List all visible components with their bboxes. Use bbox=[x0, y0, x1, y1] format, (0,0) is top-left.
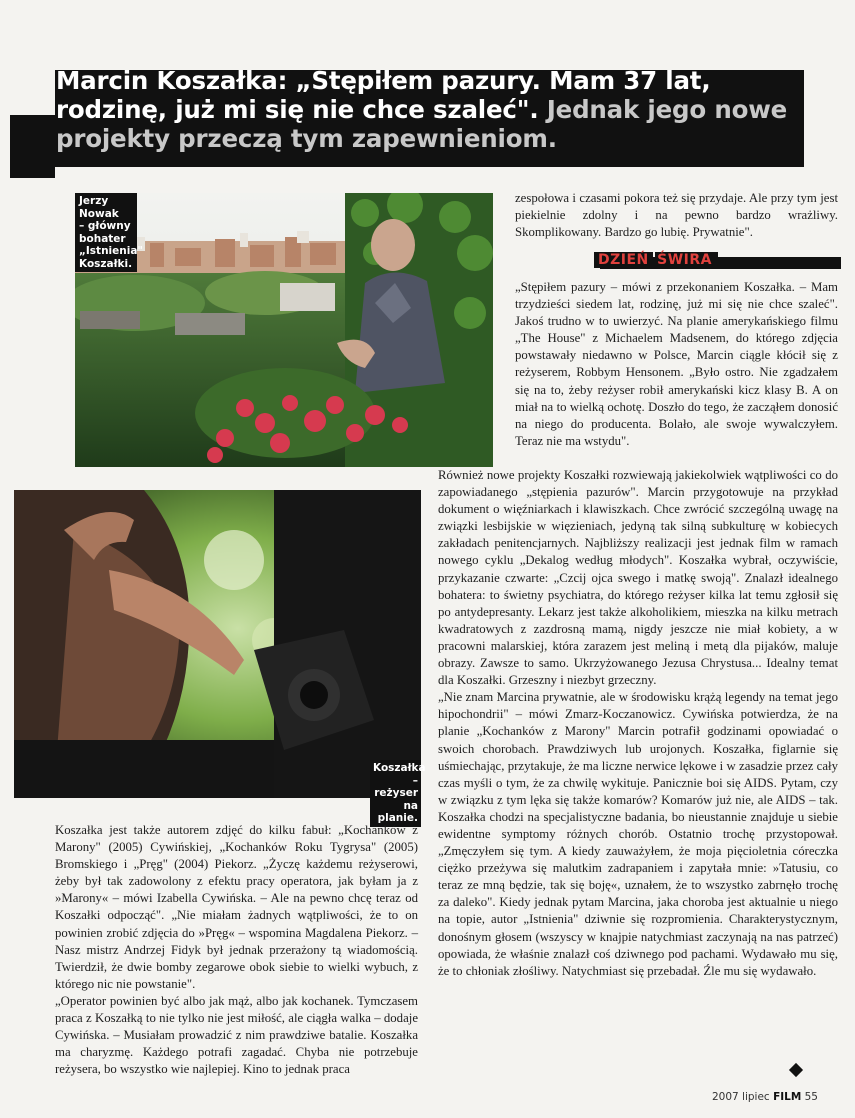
headline-main: Marcin Koszałka: „Stępiłem pazury. Mam 37 lat, rodzinę, już mi się nie chce szaleć". bbox=[56, 66, 711, 124]
article-headline bbox=[56, 66, 808, 153]
page-footer bbox=[712, 1091, 818, 1103]
body-column-left-bottom bbox=[55, 822, 418, 1078]
paragraph: „Nie znam Marcina prywatnie, ale w środowisku krążą legendy na temat jego hipochondrii" – mówi Zmarz-Koczanowicz. Cywińska potwierdza, że na planie „Kochanków z Marony" Marcin potrafił godzinami opowiadać o swoich chorobach. Prawdziwych lub urojonych. Koszałka, figlarnie się uśmiechając, przytakuje, że ma liczne nerwice lękowe i w zasadzie przez cały czas myśli o tym, że za chwilę wykituje. Panicznie boi się AIDS. Pytam, czy w związku z tym lęka się także komarów? Komarów już nie, ale AIDS – tak. Koszałka chodzi na specjalistyczne badania, bo nieustannie znajduje u siebie ewidentne symptomy różnych chorób. Ostatnio trochę przystopował. „Zmęczyłem się tym. A kiedy zauważyłem, że moja pięcioletnia córeczka ciężko przeżywa się malutkim zadrapaniem i zapytała mnie: »Tatusiu, co teraz ze mną będzie, tak się boję«, uznałem, że to wszystko zabrnęło trochę za daleko". Kiedy jednak pytam Marcina, jaka choroba jest aktualnie u niego na topie, autor „Istnienia" dziwnie się rozpromienia. Charakterystycznym, donośnym głosem (wszyscy w knajpie natychmiast zaczynają na nas patrzeć) opowiada, że właśnie znalazł coś dziwnego pod pachami. Wydawało mu się, że to chłoniak złośliwy. Natychmiast się przebadał. Źle mu się wydawało. bbox=[438, 690, 838, 978]
section-tag bbox=[594, 252, 718, 268]
paragraph: Również nowe projekty Koszałki rozwiewają jakiekolwiek wątpliwości co do zapowiadanego „stępienia pazurów". Marcin przygotowuje na przykład dokument o więźniarkach i klawiszkach. Chce zwrócić szczególną uwagę na związki lesbijskie w więzieniach, jedyną tak silną subkulturę w kobiecych zakładach penitencjarnych. Najbliższy realizacji jest jednak film w ramach nowego cyklu „Dekalog według młodych". Koszałka wybrał, oczywiście, przykazanie czwarte: „Czcij ojca swego i matkę swoją". Znalazł idealnego bohatera: to świetny psychiatra, do którego reżyser kilka lat temu zgłosił się po antydepresanty. Lekarz jest także alkoholikiem, mieszka na kilku metrach kwadratowych z zazdrosną mamą, nigdy jeszcze nie miał kobiety, a w pracowni malarskiej, która zarazem jest meliną i metą dla pijaków, maluje obrazy. Zawsze to samo. Ukrzyżowanego Jezusa Chrystusa... Idealny temat dla Koszałki. Grzeszny i niezbyt grzeczny. bbox=[438, 468, 838, 688]
photo-jerzy-nowak bbox=[75, 193, 493, 467]
article-end-icon bbox=[789, 1063, 803, 1077]
paragraph: zespołowa i czasami pokora też się przydaje. Ale przy tym jest piekielnie zdolny i na pewno bardzo wrażliwy. Skomplikowany. Bardzo go lubię. Prywatnie". bbox=[515, 191, 838, 240]
section-tag-word-2: ŚWIRA bbox=[655, 252, 718, 268]
paragraph: Koszałka jest także autorem zdjęć do kilku fabuł: „Kochanków z Marony" (2005) Cywińskiej, „Kochanków Roku Tygrysa" (2005) Bromskiego i „Pręg" (2004) Piekorz. „Życzę każdemu reżyserowi, żeby był tak zadowolony z efektu pracy operatora, jak byłam ja z »Marony« – mówi Izabella Cywińska. – Ale na pewno chcę teraz od Koszałki odpocząć". „Nie miałam żadnych wątpliwości, że to on powinien zrobić zdjęcia do »Pręg« – wspomina Magdalena Piekorz. – Nasz mistrz Andrzej Fidyk był jednak przerażony tą wiadomością. Twierdził, że dwie bomby zegarowe obok siebie to wielki wybuch, z którego nic nie powstanie". bbox=[55, 823, 418, 991]
paragraph: „Operator powinien być albo jak mąż, albo jak kochanek. Tymczasem praca z Koszałką to nie tylko nie jest miłość, ale ciągła walka – dodaje Cywińska. – Musiałam prowadzić z nim prawdziwe batalie. Koszałka ma charyzmę. Każdego potrafi zagadać. Chyba nie potrzebuje reżysera, bo wszystko wie najlepiej. Kino to jednak praca bbox=[55, 993, 418, 1077]
section-tag-word-1: DZIEŃ bbox=[594, 252, 653, 268]
footer-date: 2007 lipiec bbox=[712, 1091, 770, 1103]
headline-secondary: Jednak jego nowe projekty przeczą tym zapewnieniom. bbox=[56, 95, 788, 153]
body-column-right-bottom bbox=[438, 467, 838, 980]
page-number: 55 bbox=[804, 1091, 818, 1103]
paragraph: „Stępiłem pazury – mówi z przekonaniem Koszałka. – Mam trzydzieści siedem lat, rodzinę, już mi się nie chce szaleć". Jakoś trudno w to uwierzyć. Na planie amerykańskiego filmu „The House" z Michaelem Madsenem, do którego zdjęcia powstawały niedawno w Polsce, Marcin ciągle kłócił się z reżyserem, Robbym Hensonem. „Było ostro. Nie zgadzałem się na to, żeby reżyser robił amerykański kicz klasy B. A on miał na to wielką ochotę. Doszło do tego, że zacząłem donosić na niego do producenta. Bolało, ale swoje wywalczyłem. Teraz nie ma wstydu". bbox=[515, 280, 838, 448]
body-column-right-mid bbox=[515, 279, 838, 450]
body-column-right-top bbox=[515, 190, 838, 241]
photo-caption-bottom: Koszałka – reżyser na planie. bbox=[370, 760, 421, 827]
balcony-photo-graphic bbox=[75, 193, 493, 467]
headline-banner-tab bbox=[10, 115, 55, 178]
photo-koszalka-on-set bbox=[14, 490, 421, 798]
director-photo-graphic bbox=[14, 490, 421, 798]
photo-caption-top: Jerzy Nowak – główny bohater „Istnienia" Koszałki. bbox=[75, 193, 137, 272]
footer-magazine: FILM bbox=[773, 1091, 802, 1103]
